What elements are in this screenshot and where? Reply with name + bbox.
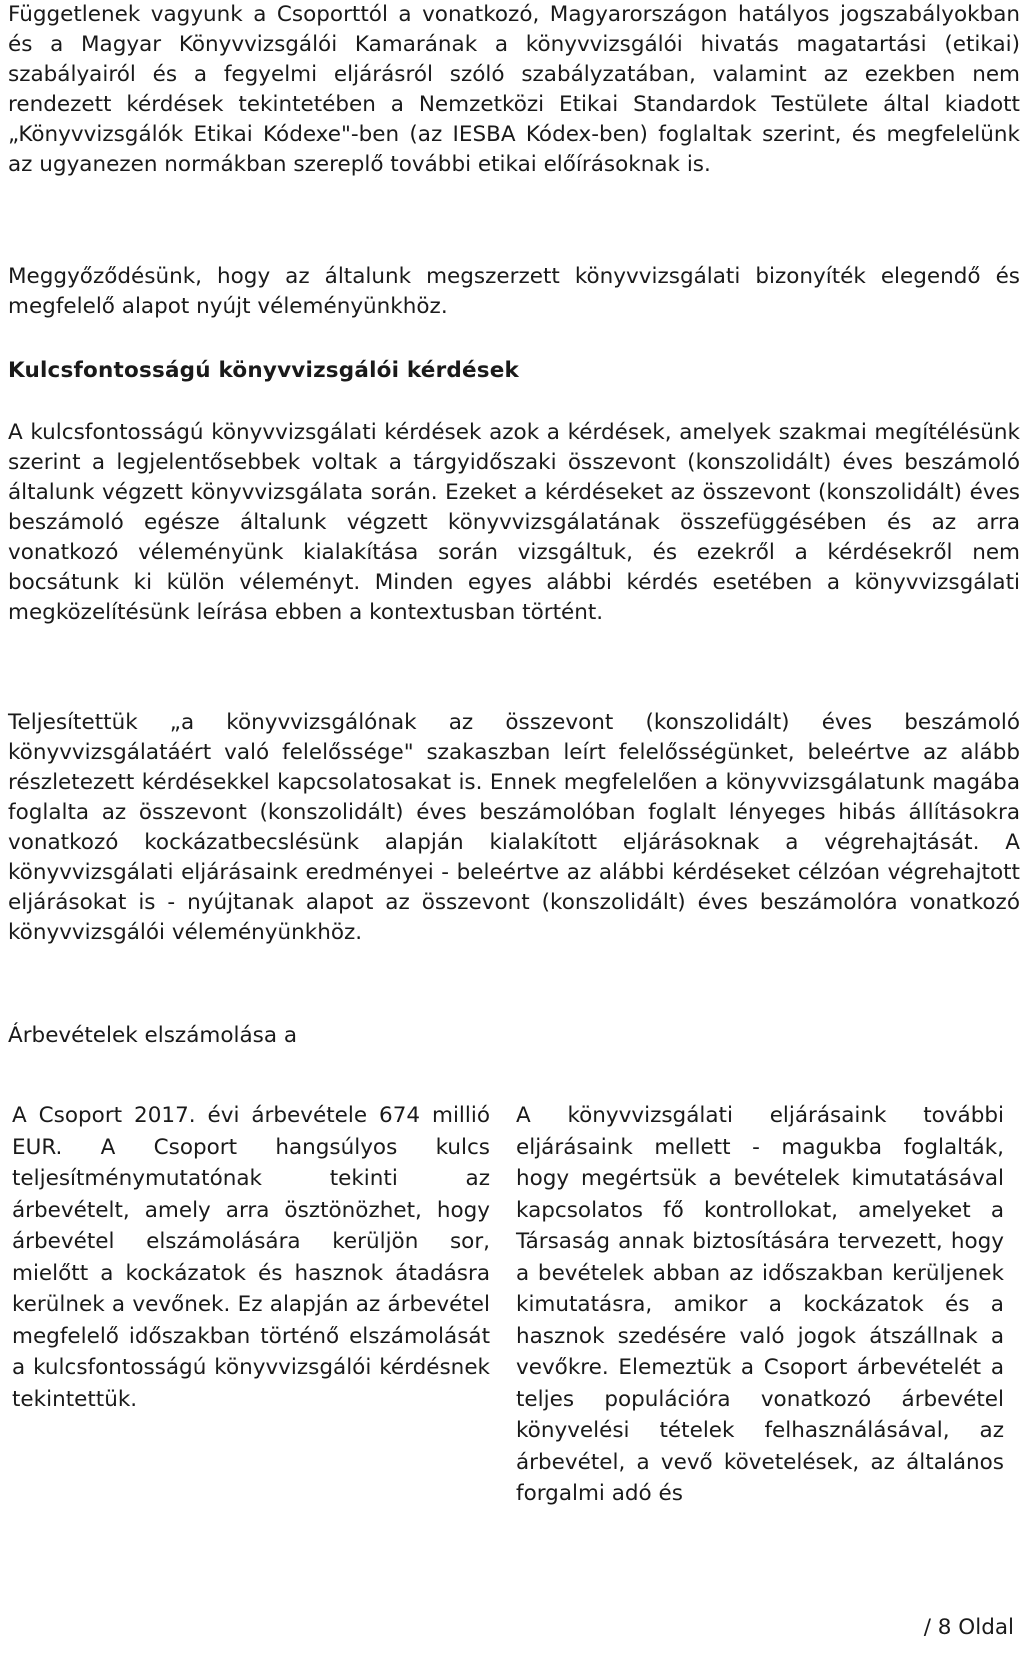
kam-description-column: A Csoport 2017. évi árbevétele 674 millió EUR. A Csoport hangsúlyos kulcs teljesítménymutatónak tekinti az árbevételt, amely arra ösztönözhet, hogy árbevétel elszámolására kerüljön sor, mielőtt a kockázatok és hasznok átadásra kerülnek a vevőnek. Ez alapján az árbevétel megfelelő időszakban történő elszámolását a kulcsfontosságú könyvvizsgálói kérdésnek tekintettük.	[12, 1103, 490, 1412]
audit-response-column: A könyvvizsgálati eljárásaink további eljárásaink mellett - magukba foglalták, hogy megértsük a bevételek kimutatásával kapcsolatos fő kontrollokat, amelyeket a Társaság annak biztosítására tervezett, hogy a bevételek abban az időszakban kerüljenek kimutatásra, amikor a kockázatok és a hasznok szedésére való jogok átszállnak a vevőkre. Elemeztük a Csoport árbevételét a teljes populációra vonatkozó árbevétel könyvelési tételek felhasználásával, az árbevétel, a vevő követelések, az általános forgalmi adó és	[516, 1103, 1004, 1506]
independence-paragraph: Függetlenek vagyunk a Csoporttól a vonatkozó, Magyarországon hatályos jogszabályokban és a Magyar Könyvvizsgálói Kamarának a könyvvizsgálói hivatás magatartási (etikai) szabályairól és a fegyelmi eljárásról szóló szabályzatában, valamint az ezekben nem rendezett kérdések tekintetében a Nemzetközi Etikai Standardok Testülete által kiadott „Könyvvizsgálók Etikai Kódexe"-ben (az IESBA Kódex-ben) foglaltak szerint, és megfelelünk az ugyanezen normákban szereplő további etikai előírásoknak is.	[8, 2, 1020, 177]
evidence-paragraph: Meggyőződésünk, hogy az általunk megszerzett könyvvizsgálati bizonyíték elegendő és megfelelő alapot nyújt véleményünkhöz.	[8, 264, 1020, 319]
responsibilities-paragraph: Teljesítettük „a könyvvizsgálónak az összevont (konszolidált) éves beszámoló könyvvizsgálatáért való felelőssége" szakaszban leírt felelősségünket, beleértve az alább részletezett kérdésekkel kapcsolatosakat is. Ennek megfelelően a könyvvizsgálatunk magába foglalta az összevont (konszolidált) éves beszámolóban foglalt lényeges hibás állításokra vonatkozó kockázatbecslésünk alapján kialakított eljárásoknak a végrehajtását. A könyvvizsgálati eljárásaink eredményei - beleértve az alábbi kérdéseket célzóan végrehajtott eljárásokat is - nyújtanak alapot az összevont (konszolidált) éves beszámolóra vonatkozó könyvvizsgálói véleményünkhöz.	[8, 710, 1020, 945]
kam-definition-paragraph: A kulcsfontosságú könyvvizsgálati kérdések azok a kérdések, amelyek szakmai megítélésünk szerint a legjelentősebbek voltak a tárgyidőszaki összevont (konszolidált) éves beszámoló általunk végzett könyvvizsgálata során. Ezeket a kérdéseket az összevont (konszolidált) éves beszámoló egésze általunk végzett könyvvizsgálatának összefüggésében és az arra vonatkozó véleményünk kialakítása során vizsgáltuk, és ezekről a kérdésekről nem bocsátunk ki külön véleményt. Minden egyes alábbi kérdés esetében a könyvvizsgálati megközelítésünk leírása ebben a kontextusban történt.	[8, 420, 1020, 625]
revenue-heading: Árbevételek elszámolása a	[8, 1023, 298, 1048]
page-number: / 8 Oldal	[923, 1615, 1014, 1640]
kam-heading: Kulcsfontosságú könyvvizsgálói kérdések	[8, 358, 520, 383]
